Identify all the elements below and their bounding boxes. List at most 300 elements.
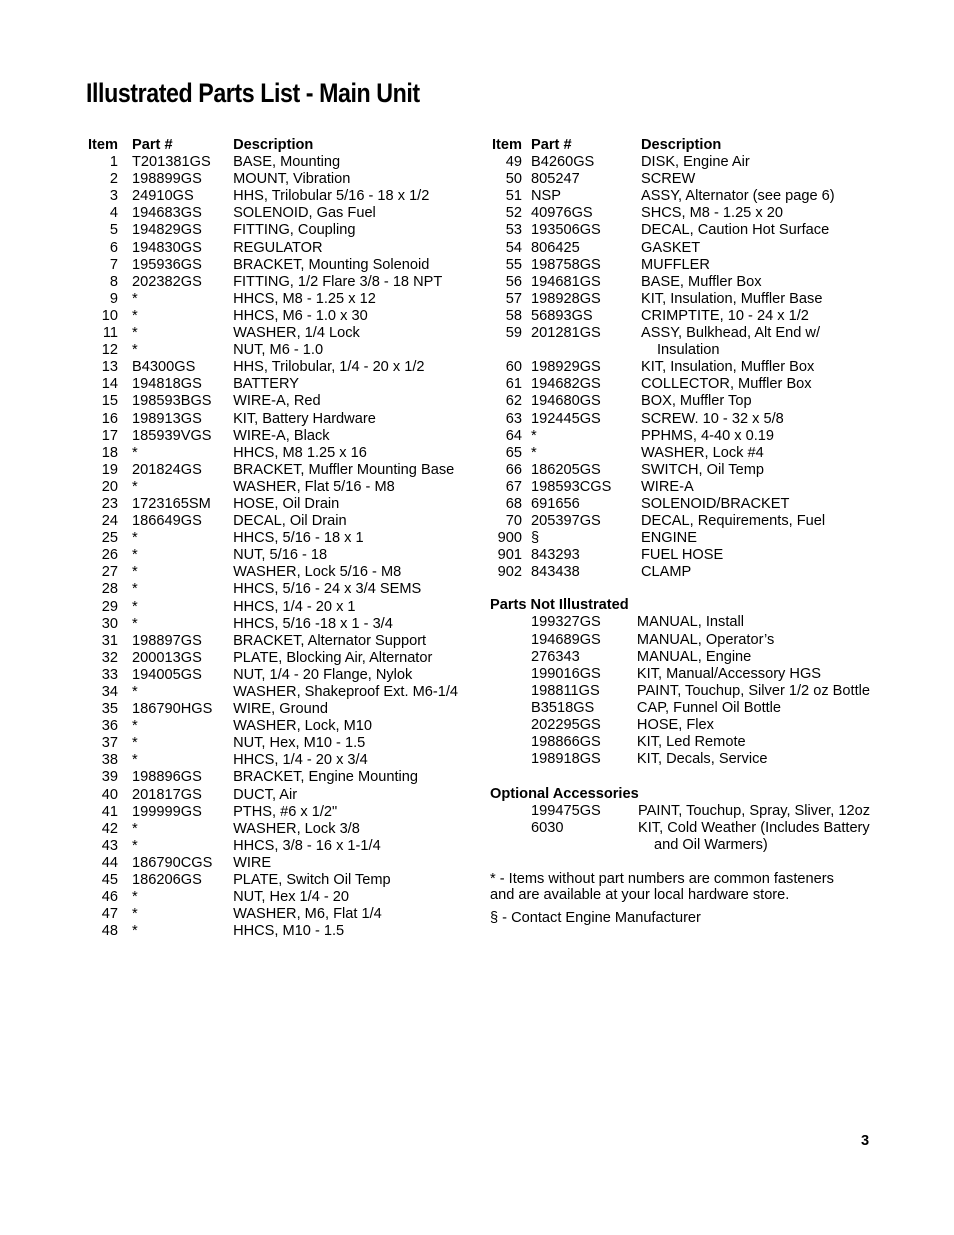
item-number: 48 bbox=[101, 923, 119, 940]
table-row bbox=[88, 838, 458, 855]
item-number: 42 bbox=[101, 820, 119, 837]
table-row bbox=[490, 393, 863, 410]
table-row bbox=[490, 717, 870, 734]
part-number: 691656 bbox=[531, 495, 580, 512]
item-number: 44 bbox=[101, 854, 119, 871]
item-number: 900 bbox=[497, 530, 522, 547]
description-cell bbox=[233, 752, 458, 769]
description-text: PLATE, Switch Oil Temp bbox=[233, 872, 391, 889]
table-row bbox=[88, 752, 458, 769]
table-row bbox=[88, 496, 458, 513]
description-cell bbox=[233, 650, 458, 667]
item-number: 63 bbox=[505, 410, 522, 427]
description-cell bbox=[641, 411, 863, 428]
description-text: HHCS, 5/16 -18 x 1 - 3/4 bbox=[233, 615, 393, 632]
page-title: Illustrated Parts List - Main Unit bbox=[86, 78, 420, 108]
item-number: 35 bbox=[101, 701, 119, 718]
item-number: 14 bbox=[101, 376, 119, 393]
item-number: 1 bbox=[109, 154, 119, 171]
description-text: SCREW. 10 - 32 x 5/8 bbox=[641, 410, 784, 427]
description-text: NUT, Hex 1/4 - 20 bbox=[233, 889, 350, 906]
description-cell bbox=[641, 274, 863, 291]
description-text: NUT, M6 - 1.0 bbox=[233, 342, 324, 359]
item-number: 4 bbox=[109, 205, 119, 222]
item-number: 6 bbox=[109, 239, 119, 256]
description-text: NUT, 5/16 - 18 bbox=[233, 547, 328, 564]
part-number: 198913GS bbox=[132, 410, 202, 427]
description-cell bbox=[233, 821, 458, 838]
part-number: * bbox=[132, 444, 138, 461]
description-cell bbox=[233, 171, 458, 188]
optional-accessories-table bbox=[490, 803, 870, 854]
asterisk-note: * - Items without part numbers are common fasteners and are available at your local hardware store. bbox=[490, 870, 834, 904]
part-number: 194818GS bbox=[132, 376, 202, 393]
description-text: SCREW bbox=[641, 171, 696, 188]
part-number: 202295GS bbox=[531, 717, 601, 733]
item-number: 43 bbox=[101, 837, 119, 854]
description-text: BRACKET, Alternator Support bbox=[233, 632, 427, 649]
parts-table-left bbox=[88, 137, 458, 940]
item-number: 11 bbox=[102, 325, 119, 342]
table-row bbox=[88, 325, 458, 342]
description-cell bbox=[233, 735, 458, 752]
description-cell bbox=[233, 240, 458, 257]
table-header-row bbox=[88, 137, 458, 154]
description-cell bbox=[641, 513, 863, 530]
item-number: 23 bbox=[101, 495, 119, 512]
table-row bbox=[88, 530, 458, 547]
description-cell bbox=[233, 222, 458, 239]
table-row bbox=[88, 308, 458, 325]
part-number: * bbox=[531, 444, 537, 461]
part-number: T201381GS bbox=[132, 154, 211, 171]
item-number: 33 bbox=[101, 666, 119, 683]
item-number: 20 bbox=[101, 478, 119, 495]
table-row bbox=[490, 274, 863, 291]
item-number: 29 bbox=[101, 598, 119, 615]
part-number: 186790CGS bbox=[132, 854, 213, 871]
part-number: * bbox=[132, 325, 138, 342]
description-text: REGULATOR bbox=[233, 239, 323, 256]
part-number: 186206GS bbox=[132, 872, 202, 889]
description-cell bbox=[233, 342, 458, 359]
table-row bbox=[88, 889, 458, 906]
description-text: DISK, Engine Air bbox=[641, 154, 750, 171]
item-number: 50 bbox=[505, 171, 522, 188]
item-number: 28 bbox=[101, 581, 119, 598]
table-row bbox=[88, 274, 458, 291]
description-text: KIT, Insulation, Muffler Base bbox=[641, 290, 823, 307]
description-cell bbox=[641, 188, 863, 205]
description-cell bbox=[233, 923, 458, 940]
item-number: 54 bbox=[505, 239, 522, 256]
part-number: 198811GS bbox=[531, 682, 600, 699]
table-row bbox=[88, 564, 458, 581]
description-cell bbox=[641, 393, 863, 410]
description-text: ENGINE bbox=[641, 530, 697, 547]
description-cell bbox=[233, 684, 458, 701]
description-cell bbox=[233, 855, 458, 872]
description-cell bbox=[233, 325, 458, 342]
table-row bbox=[88, 445, 458, 462]
part-number: 198866GS bbox=[531, 734, 601, 751]
table-row bbox=[88, 735, 458, 752]
part-number: 199016GS bbox=[531, 665, 601, 682]
part-number: 806425 bbox=[531, 239, 580, 256]
description-cell bbox=[233, 376, 458, 393]
description-text: PAINT, Touchup, Silver 1/2 oz Bottle bbox=[636, 682, 870, 699]
part-number: B4260GS bbox=[531, 154, 595, 171]
part-number: * bbox=[132, 530, 138, 547]
part-number: * bbox=[132, 342, 138, 359]
part-number: 40976GS bbox=[531, 205, 593, 222]
item-number: 12 bbox=[101, 342, 119, 359]
description-text: FITTING, 1/2 Flare 3/8 - 18 NPT bbox=[233, 273, 443, 290]
description-text: MANUAL, Operator’s bbox=[636, 631, 775, 648]
item-number: 31 bbox=[101, 632, 119, 649]
part-number: 201824GS bbox=[132, 461, 202, 478]
description-cell bbox=[641, 154, 863, 171]
description-text: BASE, Muffler Box bbox=[641, 273, 762, 290]
parts-table-right bbox=[490, 137, 870, 927]
part-number: B4300GS bbox=[132, 359, 196, 376]
table-row bbox=[88, 411, 458, 428]
item-number: 9 bbox=[109, 290, 119, 307]
table-row bbox=[490, 445, 863, 462]
description-text: DECAL, Oil Drain bbox=[233, 513, 347, 530]
description-text: NUT, 1/4 - 20 Flange, Nylok bbox=[233, 666, 413, 683]
description-cell bbox=[233, 581, 458, 598]
description-cell bbox=[233, 291, 458, 308]
table-row bbox=[490, 513, 863, 530]
table-row bbox=[88, 359, 458, 376]
description-cell bbox=[637, 683, 870, 700]
table-row bbox=[88, 581, 458, 598]
description-text: HHS, Trilobular 5/16 - 18 x 1/2 bbox=[233, 188, 430, 205]
description-cell bbox=[637, 649, 870, 666]
item-number: 3 bbox=[109, 188, 119, 205]
parts-not-illustrated-heading: Parts Not Illustrated bbox=[490, 597, 629, 614]
description-cell bbox=[233, 804, 458, 821]
description-cell bbox=[641, 171, 863, 188]
description-text: WASHER, Lock 3/8 bbox=[233, 820, 360, 837]
description-text: COLLECTOR, Muffler Box bbox=[641, 376, 812, 393]
item-number: 59 bbox=[505, 325, 522, 342]
section-note: § - Contact Engine Manufacturer bbox=[490, 909, 701, 926]
description-text: HOSE, Flex bbox=[636, 717, 714, 733]
description-cell bbox=[637, 614, 870, 631]
table-row bbox=[490, 649, 870, 666]
description-text: HHCS, 5/16 - 18 x 1 bbox=[233, 530, 364, 547]
description-cell bbox=[233, 906, 458, 923]
description-cell bbox=[637, 632, 870, 649]
description-cell bbox=[233, 872, 458, 889]
item-number: 24 bbox=[101, 513, 119, 530]
part-number: 194829GS bbox=[132, 222, 202, 239]
table-row bbox=[88, 906, 458, 923]
description-text: ASSY, Bulkhead, Alt End w/ bbox=[641, 325, 821, 342]
item-number: 41 bbox=[101, 803, 119, 820]
table-row bbox=[88, 376, 458, 393]
item-number: 40 bbox=[101, 786, 119, 803]
part-number: 194830GS bbox=[132, 239, 202, 256]
description-cell bbox=[641, 547, 863, 564]
part-number: 805247 bbox=[531, 171, 580, 188]
part-number: 201817GS bbox=[132, 786, 202, 803]
description-text: MOUNT, Vibration bbox=[233, 171, 351, 188]
part-number: 198899GS bbox=[132, 171, 202, 188]
table-row bbox=[490, 479, 863, 496]
table-row bbox=[88, 616, 458, 633]
description-text: HHCS, M6 - 1.0 x 30 bbox=[233, 307, 368, 324]
description-cell bbox=[641, 479, 863, 496]
part-number: * bbox=[132, 598, 138, 615]
item-number: 16 bbox=[101, 410, 119, 427]
table-header-row bbox=[490, 137, 863, 154]
description-cell bbox=[638, 803, 870, 820]
description-cell bbox=[637, 700, 870, 717]
table-row bbox=[490, 188, 863, 205]
description-cell bbox=[641, 445, 863, 462]
description-text: WIRE-A, Red bbox=[233, 393, 321, 410]
table-row bbox=[88, 787, 458, 804]
description-cell bbox=[233, 308, 458, 325]
part-number: 199327GS bbox=[531, 614, 601, 631]
table-row bbox=[490, 359, 863, 376]
description-cell bbox=[641, 428, 863, 445]
table-row bbox=[490, 240, 863, 257]
part-number: § bbox=[531, 530, 540, 547]
description-cell bbox=[233, 667, 458, 684]
table-row bbox=[490, 154, 863, 171]
part-number: 194689GS bbox=[531, 631, 601, 648]
description-text: DECAL, Requirements, Fuel bbox=[641, 513, 826, 530]
table-row bbox=[490, 376, 863, 393]
description-cell bbox=[233, 479, 458, 496]
table-row bbox=[490, 257, 863, 274]
description-text: WIRE, Ground bbox=[233, 701, 328, 718]
description-text: ASSY, Alternator (see page 6) bbox=[641, 188, 835, 205]
item-number: 68 bbox=[505, 495, 522, 512]
part-number: * bbox=[132, 735, 138, 752]
part-number: 194681GS bbox=[531, 273, 601, 290]
item-number: 64 bbox=[505, 427, 522, 444]
table-row bbox=[490, 734, 870, 751]
table-row bbox=[88, 154, 458, 171]
part-number: 198758GS bbox=[531, 256, 601, 273]
part-number: * bbox=[531, 427, 537, 444]
description-text: HHCS, M8 1.25 x 16 bbox=[233, 444, 367, 461]
parts-not-illustrated-table bbox=[490, 614, 870, 768]
part-number: * bbox=[132, 564, 138, 581]
table-row bbox=[88, 291, 458, 308]
part-number: 198929GS bbox=[531, 359, 601, 376]
item-number: 67 bbox=[505, 478, 522, 495]
description-cell bbox=[641, 222, 863, 239]
item-number: 8 bbox=[109, 273, 119, 290]
item-number: 45 bbox=[101, 872, 119, 889]
item-number: 901 bbox=[497, 547, 522, 564]
table-row bbox=[490, 325, 863, 359]
item-number: 66 bbox=[505, 461, 522, 478]
part-number: 198593BGS bbox=[132, 393, 212, 410]
header-part: Part # bbox=[531, 137, 572, 153]
table-row bbox=[490, 496, 863, 513]
part-number: 194683GS bbox=[132, 205, 202, 222]
table-row bbox=[490, 683, 870, 700]
table-row bbox=[88, 462, 458, 479]
description-text: HHCS, 1/4 - 20 x 3/4 bbox=[233, 752, 368, 769]
item-number: 55 bbox=[505, 256, 522, 273]
description-text: SHCS, M8 - 1.25 x 20 bbox=[641, 205, 783, 222]
description-text: HHCS, 1/4 - 20 x 1 bbox=[233, 598, 356, 615]
description-text: HHS, Trilobular, 1/4 - 20 x 1/2 bbox=[233, 359, 425, 376]
part-number: 194682GS bbox=[531, 376, 601, 393]
part-number: 205397GS bbox=[531, 513, 601, 530]
item-number: 32 bbox=[101, 649, 119, 666]
table-row bbox=[88, 257, 458, 274]
item-number: 49 bbox=[505, 154, 522, 171]
part-number: 198928GS bbox=[531, 290, 601, 307]
table-row bbox=[490, 205, 863, 222]
description-text: PAINT, Touchup, Spray, Sliver, 12oz bbox=[638, 803, 870, 820]
table-row bbox=[490, 700, 870, 717]
table-row bbox=[88, 769, 458, 786]
part-number: 198593CGS bbox=[531, 478, 612, 495]
item-number: 2 bbox=[109, 171, 119, 188]
part-number: * bbox=[132, 889, 138, 906]
description-text: HOSE, Oil Drain bbox=[233, 495, 340, 512]
description-text: WASHER, Lock, M10 bbox=[233, 718, 373, 735]
description-text: PLATE, Blocking Air, Alternator bbox=[233, 649, 433, 666]
description-text: WASHER, Lock #4 bbox=[641, 444, 764, 461]
description-cell bbox=[233, 769, 458, 786]
part-number: 276343 bbox=[531, 648, 580, 665]
table-row bbox=[88, 667, 458, 684]
description-text: BASE, Mounting bbox=[233, 154, 341, 171]
description-cell bbox=[233, 496, 458, 513]
part-number: 185939VGS bbox=[132, 427, 212, 444]
description-text: NUT, Hex, M10 - 1.5 bbox=[233, 735, 366, 752]
description-cell bbox=[641, 325, 863, 359]
parts-table bbox=[490, 137, 863, 581]
header-description: Description bbox=[641, 137, 722, 153]
header-part: Part # bbox=[132, 137, 173, 153]
description-text: FITTING, Coupling bbox=[233, 222, 356, 239]
description-cell bbox=[233, 838, 458, 855]
description-text: BOX, Muffler Top bbox=[641, 393, 752, 410]
table-row bbox=[490, 171, 863, 188]
description-cell bbox=[641, 359, 863, 376]
description-text: DUCT, Air bbox=[233, 786, 298, 803]
part-number: B3518GS bbox=[531, 699, 595, 716]
description-cell bbox=[637, 751, 870, 768]
item-number: 15 bbox=[101, 393, 119, 410]
part-number: * bbox=[132, 820, 138, 837]
description-cell bbox=[638, 820, 870, 854]
table-row bbox=[490, 291, 863, 308]
description-text: CRIMPTITE, 10 - 24 x 1/2 bbox=[641, 307, 809, 324]
item-number: 60 bbox=[505, 359, 522, 376]
table-row bbox=[88, 633, 458, 650]
part-number: 843293 bbox=[531, 547, 580, 564]
description-cell bbox=[233, 564, 458, 581]
description-cell bbox=[233, 599, 458, 616]
description-text: MANUAL, Engine bbox=[636, 648, 752, 665]
part-number: NSP bbox=[531, 188, 562, 205]
description-cell bbox=[637, 717, 870, 734]
item-number: 7 bbox=[109, 256, 119, 273]
description-cell bbox=[233, 530, 458, 547]
item-number: 17 bbox=[101, 427, 119, 444]
description-cell bbox=[233, 257, 458, 274]
table-row bbox=[490, 564, 863, 581]
description-text: CLAMP bbox=[641, 564, 692, 581]
table-row bbox=[88, 205, 458, 222]
description-text: WASHER, 1/4 Lock bbox=[233, 325, 360, 342]
table-row bbox=[490, 666, 870, 683]
description-cell bbox=[233, 188, 458, 205]
description-text: WASHER, Shakeproof Ext. M6-1/4 bbox=[233, 684, 458, 700]
part-number: 186649GS bbox=[132, 513, 202, 530]
item-number: 51 bbox=[505, 188, 522, 205]
description-text: KIT, Led Remote bbox=[636, 734, 746, 751]
part-number: 1723165SM bbox=[132, 495, 211, 512]
description-continuation: and Oil Warmers) bbox=[654, 837, 768, 854]
item-number: 65 bbox=[505, 444, 522, 461]
description-text: BRACKET, Mounting Solenoid bbox=[233, 256, 430, 273]
part-number: 6030 bbox=[531, 820, 564, 837]
table-row bbox=[490, 428, 863, 445]
table-row bbox=[88, 855, 458, 872]
part-number: 186205GS bbox=[531, 461, 601, 478]
description-cell bbox=[233, 411, 458, 428]
description-cell bbox=[637, 666, 870, 683]
part-number: 198918GS bbox=[531, 751, 601, 768]
description-text: BATTERY bbox=[233, 376, 300, 393]
description-text: BRACKET, Engine Mounting bbox=[233, 769, 419, 786]
item-number: 61 bbox=[505, 376, 522, 393]
item-number: 52 bbox=[505, 205, 522, 222]
table-row bbox=[490, 411, 863, 428]
item-number: 47 bbox=[101, 906, 119, 923]
table-row bbox=[88, 701, 458, 718]
part-number: 202382GS bbox=[132, 273, 202, 290]
description-text: WASHER, Flat 5/16 - M8 bbox=[233, 478, 395, 495]
table-row bbox=[88, 718, 458, 735]
part-number: 199999GS bbox=[132, 803, 202, 820]
parts-table bbox=[88, 137, 458, 940]
description-cell bbox=[233, 633, 458, 650]
item-number: 19 bbox=[101, 461, 119, 478]
description-text: SWITCH, Oil Temp bbox=[641, 461, 764, 478]
table-row bbox=[490, 308, 863, 325]
description-text: WIRE-A, Black bbox=[233, 427, 330, 444]
part-number: * bbox=[132, 478, 138, 495]
description-text: PPHMS, 4-40 x 0.19 bbox=[641, 427, 775, 444]
item-number: 58 bbox=[505, 307, 522, 324]
item-number: 36 bbox=[101, 718, 119, 735]
description-cell bbox=[233, 513, 458, 530]
part-number: * bbox=[132, 290, 138, 307]
part-number: 843438 bbox=[531, 564, 580, 581]
part-number: 195936GS bbox=[132, 256, 202, 273]
table-row bbox=[88, 821, 458, 838]
item-number: 37 bbox=[101, 735, 119, 752]
table-row bbox=[490, 751, 870, 768]
part-number: 56893GS bbox=[531, 307, 593, 324]
table-row bbox=[490, 614, 870, 631]
